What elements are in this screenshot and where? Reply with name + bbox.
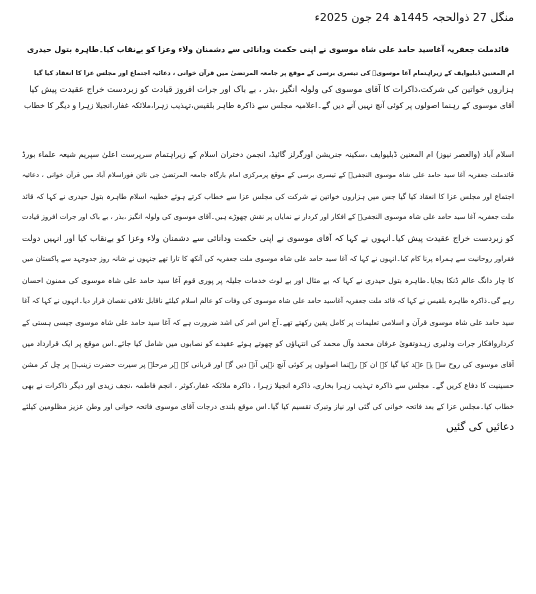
article-line: حسینیت کا دفاع کریں گے۔ مجلس سے ذاکرہ تہذیب زہرا بخاری، ذاکرہ انجیلا زہرا ، ذاکرہ ملائکہ غفار،کوثر ، انجم فاطمہ ،نجف زیدی اور دیگر ذاکرات نے بھی <box>22 381 514 390</box>
subheadline: ہزاروں خواتین کی شرکت،ذاکرات کا آقای موسوی کی ولولہ انگیز ،بذر ، بے باک اور جرات افروز قیادت کو زبردست خراج عقیدت پیش کیا <box>29 85 514 95</box>
article-line: قائدملت جعفریہ آغا سید حامد علی شاہ موسوی النجفیؒ کے تیسری برسی کے موقع پرمرکزی امام بارگاہ جامعہ المرتضیٰ جی نائن فوراسلام آباد میں قرآن خوانی ، دعائیہ <box>22 171 514 179</box>
spacer <box>22 114 514 144</box>
subheadlines <box>22 66 514 114</box>
subheadline: ام المعنین ڈبلیوایف کے زیراہتمام آغا موسویؒ کی تیسری برسی کے موقع پر جامعہ المرتضیٰ میں قرآن خوانی ، دعائیہ اجتماع اور مجلس عزا کا انعقاد کیا گیا <box>33 70 514 77</box>
article-line: ملت جعفریہ آغا سید حامد علی شاہ موسوی النجفیؒ کے افکار اور کردار نے نمایاں پر نقش چھوڑے ہیں۔آقای موسوی کی ولولہ انگیز ،بذر ، بے باک اور جرات افروز قیادت <box>22 213 514 221</box>
article-line: کا چار دانگ عالم ڈنکا بجایا۔طاہرہ بتول حیدری نے کہا کہ بے مثال اور بے لوث خدمات جلیلہ پر پوری قوم آغا سید حامد علی شاہ موسوی کی ممنون احسان <box>22 276 514 285</box>
article-line: دعائیں کی گئیں <box>446 421 514 433</box>
article-line: خطاب کیا۔مجلس عزا کے بعد فاتحہ خوانی کی گئی اور نیاز وتبرک تقسیم کیا گیا۔اس موقع بلندی درجات آقای موسوی فاتحہ خوانی اور وطن عزیز مظلومین کیلئے <box>22 402 514 411</box>
article-line: سید حامد علی شاہ موسوی قرآن و اسلامی تعلیمات پر کامل یقین رکھتے تھے۔آج اس امر کی اشد ضرورت ہے کہ آغا سید حامد علی شاہ موسوی جیسی ہستی کے <box>22 318 514 327</box>
article-body <box>22 144 514 438</box>
subheadline: آقای موسوی کے رہنما اصولوں پر کوئی آنچ نہیں آنے دیں گے۔اعلامیہ مجلس سے ذاکرہ طاہر بلقیس،تہذیب زہرا،ملائکہ غفار،انجیلا زہرا و دیگر کا خطاب <box>24 101 514 110</box>
dateline: منگل 27 ذوالحجہ 1445ھ 24 جون 2025ء <box>314 11 514 24</box>
article-line: آقای موسوی کی روح سے یہ عہد کیا گیا کہ ان کے رہنما اصولوں پر کوئی آنچ نہیں آنے دیں گے اور قربانی کے ہر مرحلے پر سیرت حضرت زینبؑ پر چل کر مشن <box>22 360 514 369</box>
article-line: رہے گی۔ذاکرہ طاہرہ بلقیس نے کہا کہ قائد ملت جعفریہ آغاسید حامد علی شاہ موسوی کی وفات کو عالم اسلام کیلئے ناقابل تلافی نقصان قرار دیا۔انہوں نے کہا کہ آغا <box>22 297 514 305</box>
article-line: کو زبردست خراج عقیدت پیش کیا۔انہوں نے کہا کہ آقای موسوی نے اپنی حکمت ودانائی سے دشمنان ولاء وعزا کو بےنقاب کیا اور انہیں دولت <box>22 233 514 243</box>
article-line: کرداروافکار جرات ودلیری زہدوتقویٰ عرفان محمد وآل محمد کی انتہاؤں کو چھوتے ہوئے عقیدے کو نصابوں میں شامل کیا جائے۔اس موقع پر ایک قرارداد میں <box>22 339 514 348</box>
article-line: فقراور روحانیت سے ہمراہ پرنا کام کیا۔انہوں نے کہا کہ آغا سید حامد علی شاہ موسوی ملت جعفریہ کی آنکھ کا تارا تھے جنہوں نے شانہ روز جدوجہد سے پاکستان میں <box>22 255 514 263</box>
headline: قائدملت جعفریہ آغاسید حامد علی شاہ موسوی نے اپنی حکمت ودانائی سے دشمنان ولاء وعزا کو بےنقاب کیا۔طاہرہ بتول حیدری <box>26 45 510 54</box>
article-line: اسلام آباد (والعصر نیوز) ام المعنین ڈبلیوایف ،سکینہ جنریشن اورگرلز گائیڈ، انجمن دختران اسلام کے زیراہتمام سرپرست اعلیٰ سپریم شیعہ علماء بورڈ <box>22 150 514 159</box>
article-line: اجتماع اور مجلس عزا کا انعقاد کیا گیا جس میں ہزاروں خواتین نے شرکت کی مجلس عزا سے خطاب کرتے ہوئے خطیبہ اسلام طاہرہ بتول حیدری نے کہا کہ قائد <box>22 192 514 201</box>
